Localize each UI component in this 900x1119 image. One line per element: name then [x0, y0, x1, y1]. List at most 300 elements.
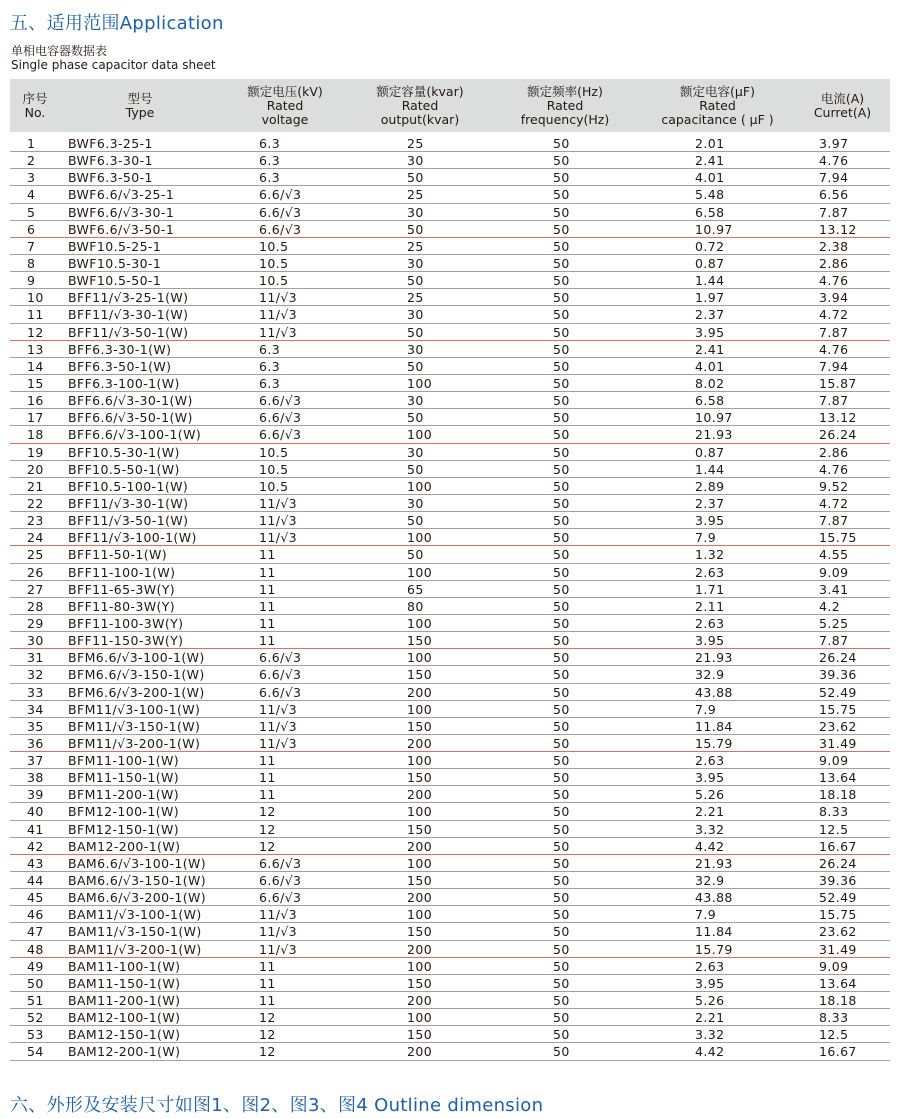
- cell-frequency: 50: [553, 444, 570, 460]
- cell-current: 9.09: [819, 564, 849, 580]
- cell-current: 2.86: [819, 444, 849, 460]
- cell-type: BAM11-200-1(W): [68, 993, 181, 1009]
- cell-type: BAM12-200-1(W): [68, 1044, 181, 1060]
- cell-output: 30: [407, 444, 424, 460]
- cell-type: BAM12-100-1(W): [68, 1010, 181, 1026]
- cell-frequency: 50: [553, 958, 570, 974]
- cell-output: 50: [407, 547, 424, 563]
- cell-frequency: 50: [553, 187, 570, 203]
- cell-capacitance: 7.9: [695, 907, 717, 923]
- cell-no: 37: [27, 753, 44, 769]
- cell-capacitance: 5.26: [695, 993, 725, 1009]
- cell-frequency: 50: [553, 701, 570, 717]
- cell-voltage: 6.6/√3: [259, 650, 302, 666]
- cell-frequency: 50: [553, 564, 570, 580]
- cell-output: 200: [407, 684, 433, 700]
- cell-frequency: 50: [553, 667, 570, 683]
- cell-type: BFM6.6/√3-150-1(W): [68, 667, 205, 683]
- column-header-en-2: capacitance ( μF ): [661, 111, 774, 127]
- cell-voltage: 6.6/√3: [259, 684, 302, 700]
- table-row: [10, 204, 890, 221]
- cell-capacitance: 2.63: [695, 958, 725, 974]
- cell-frequency: 50: [553, 735, 570, 751]
- cell-current: 26.24: [819, 427, 857, 443]
- cell-capacitance: 21.93: [695, 650, 733, 666]
- cell-no: 12: [27, 324, 44, 340]
- cell-output: 100: [407, 530, 433, 546]
- cell-output: 200: [407, 890, 433, 906]
- cell-capacitance: 3.32: [695, 821, 725, 837]
- column-header-en-2: frequency(Hz): [520, 111, 610, 127]
- cell-no: 45: [27, 890, 44, 906]
- column-header-en: Curret(A): [813, 104, 872, 120]
- table-row: [10, 666, 890, 683]
- cell-current: 4.76: [819, 153, 849, 169]
- cell-frequency: 50: [553, 410, 570, 426]
- cell-voltage: 11/√3: [259, 924, 298, 940]
- cell-capacitance: 4.01: [695, 170, 725, 186]
- cell-capacitance: 3.95: [695, 324, 725, 340]
- cell-frequency: 50: [553, 941, 570, 957]
- cell-no: 4: [27, 187, 36, 203]
- cell-voltage: 11: [259, 615, 276, 631]
- table-row: [10, 221, 890, 238]
- cell-output: 150: [407, 633, 433, 649]
- cell-no: 13: [27, 341, 44, 357]
- column-header-en: Rated: [266, 97, 304, 113]
- cell-output: 200: [407, 1044, 433, 1060]
- cell-capacitance: 21.93: [695, 855, 733, 871]
- cell-voltage: 12: [259, 804, 276, 820]
- cell-no: 10: [27, 290, 44, 306]
- cell-output: 150: [407, 821, 433, 837]
- cell-current: 7.94: [819, 358, 849, 374]
- cell-output: 80: [407, 598, 424, 614]
- cell-type: BWF6.6/√3-50-1: [68, 221, 175, 237]
- cell-type: BWF6.3-25-1: [68, 136, 153, 151]
- cell-type: BFM11-200-1(W): [68, 787, 180, 803]
- cell-current: 12.5: [819, 821, 849, 837]
- cell-capacitance: 0.87: [695, 444, 725, 460]
- column-header-type: [70, 79, 210, 132]
- cell-no: 19: [27, 444, 44, 460]
- cell-type: BAM12-150-1(W): [68, 1027, 181, 1043]
- cell-frequency: 50: [553, 633, 570, 649]
- cell-type: BFF11/√3-30-1(W): [68, 495, 189, 511]
- cell-current: 9.52: [819, 478, 849, 494]
- cell-current: 6.56: [819, 187, 849, 203]
- cell-capacitance: 10.97: [695, 410, 733, 426]
- cell-frequency: 50: [553, 684, 570, 700]
- cell-no: 31: [27, 650, 44, 666]
- cell-type: BFM6.6/√3-100-1(W): [68, 650, 205, 666]
- cell-voltage: 12: [259, 1044, 276, 1060]
- cell-capacitance: 1.44: [695, 461, 725, 477]
- cell-voltage: 11/√3: [259, 290, 298, 306]
- table-row: [10, 975, 890, 992]
- cell-current: 16.67: [819, 1044, 857, 1060]
- cell-type: BWF6.3-30-1: [68, 153, 153, 169]
- table-row: [10, 375, 890, 392]
- cell-voltage: 11/√3: [259, 495, 298, 511]
- cell-output: 30: [407, 393, 424, 409]
- table-row: [10, 152, 890, 169]
- cell-no: 15: [27, 375, 44, 391]
- cell-current: 4.76: [819, 341, 849, 357]
- cell-no: 50: [27, 975, 44, 991]
- cell-no: 52: [27, 1010, 44, 1026]
- cell-no: 35: [27, 718, 44, 734]
- cell-voltage: 11: [259, 993, 276, 1009]
- cell-no: 23: [27, 513, 44, 529]
- cell-output: 150: [407, 1027, 433, 1043]
- cell-frequency: 50: [553, 375, 570, 391]
- cell-voltage: 12: [259, 1010, 276, 1026]
- cell-output: 150: [407, 924, 433, 940]
- cell-type: BFF6.3-100-1(W): [68, 375, 180, 391]
- cell-output: 25: [407, 238, 424, 254]
- cell-type: BFM11/√3-100-1(W): [68, 701, 201, 717]
- table-row: [10, 735, 890, 752]
- cell-no: 48: [27, 941, 44, 957]
- cell-capacitance: 2.21: [695, 1010, 725, 1026]
- cell-no: 24: [27, 530, 44, 546]
- cell-type: BWF6.6/√3-30-1: [68, 204, 175, 220]
- cell-frequency: 50: [553, 221, 570, 237]
- cell-current: 52.49: [819, 890, 857, 906]
- cell-output: 100: [407, 615, 433, 631]
- table-row: [10, 701, 890, 718]
- cell-current: 31.49: [819, 735, 857, 751]
- cell-output: 100: [407, 478, 433, 494]
- table-row: [10, 632, 890, 649]
- cell-output: 50: [407, 273, 424, 289]
- cell-type: BFF11-65-3W(Y): [68, 581, 176, 597]
- cell-no: 54: [27, 1044, 44, 1060]
- cell-no: 16: [27, 393, 44, 409]
- table-header: [10, 79, 890, 132]
- cell-frequency: 50: [553, 478, 570, 494]
- cell-no: 21: [27, 478, 44, 494]
- cell-type: BFF11-50-1(W): [68, 547, 168, 563]
- cell-type: BFF6.6/√3-100-1(W): [68, 427, 202, 443]
- cell-output: 200: [407, 941, 433, 957]
- cell-type: BFF11-100-3W(Y): [68, 615, 184, 631]
- cell-output: 100: [407, 701, 433, 717]
- cell-no: 14: [27, 358, 44, 374]
- cell-no: 30: [27, 633, 44, 649]
- table-row: [10, 289, 890, 306]
- cell-no: 47: [27, 924, 44, 940]
- cell-capacitance: 5.26: [695, 787, 725, 803]
- cell-output: 100: [407, 804, 433, 820]
- cell-frequency: 50: [553, 238, 570, 254]
- cell-current: 13.64: [819, 975, 857, 991]
- cell-capacitance: 3.95: [695, 770, 725, 786]
- table-row: [10, 238, 890, 255]
- cell-output: 100: [407, 1010, 433, 1026]
- cell-capacitance: 8.02: [695, 375, 725, 391]
- cell-current: 13.12: [819, 221, 857, 237]
- table-row: [10, 958, 890, 975]
- cell-frequency: 50: [553, 547, 570, 563]
- cell-type: BFF6.3-30-1(W): [68, 341, 172, 357]
- cell-voltage: 12: [259, 838, 276, 854]
- cell-no: 38: [27, 770, 44, 786]
- cell-capacitance: 5.48: [695, 187, 725, 203]
- column-header-no: [10, 79, 60, 132]
- table-row: [10, 1026, 890, 1043]
- cell-frequency: 50: [553, 581, 570, 597]
- cell-current: 26.24: [819, 650, 857, 666]
- cell-capacitance: 6.58: [695, 204, 725, 220]
- cell-output: 25: [407, 187, 424, 203]
- cell-capacitance: 6.58: [695, 393, 725, 409]
- cell-voltage: 11: [259, 958, 276, 974]
- table-row: [10, 444, 890, 461]
- cell-no: 44: [27, 873, 44, 889]
- cell-type: BFM11/√3-150-1(W): [68, 718, 201, 734]
- cell-current: 16.67: [819, 838, 857, 854]
- cell-voltage: 11: [259, 787, 276, 803]
- table-row: [10, 941, 890, 958]
- cell-capacitance: 2.11: [695, 598, 725, 614]
- table-row: [10, 821, 890, 838]
- cell-output: 100: [407, 427, 433, 443]
- table-row: [10, 581, 890, 598]
- cell-frequency: 50: [553, 770, 570, 786]
- cell-no: 2: [27, 153, 36, 169]
- cell-output: 25: [407, 290, 424, 306]
- cell-output: 50: [407, 513, 424, 529]
- cell-frequency: 50: [553, 341, 570, 357]
- cell-output: 100: [407, 650, 433, 666]
- cell-no: 29: [27, 615, 44, 631]
- data-table-body: [10, 135, 890, 1061]
- cell-current: 7.94: [819, 170, 849, 186]
- cell-output: 150: [407, 873, 433, 889]
- cell-current: 4.72: [819, 495, 849, 511]
- cell-frequency: 50: [553, 393, 570, 409]
- cell-capacitance: 3.32: [695, 1027, 725, 1043]
- cell-frequency: 50: [553, 838, 570, 854]
- cell-frequency: 50: [553, 873, 570, 889]
- cell-type: BAM12-200-1(W): [68, 838, 181, 854]
- cell-no: 6: [27, 221, 36, 237]
- table-row: [10, 358, 890, 375]
- cell-output: 30: [407, 495, 424, 511]
- cell-capacitance: 2.41: [695, 341, 725, 357]
- cell-voltage: 11/√3: [259, 513, 298, 529]
- cell-capacitance: 2.37: [695, 495, 725, 511]
- column-header-cn: 额定频率(Hz): [527, 83, 603, 99]
- cell-output: 100: [407, 753, 433, 769]
- cell-capacitance: 2.63: [695, 615, 725, 631]
- cell-no: 17: [27, 410, 44, 426]
- cell-type: BFF11/√3-25-1(W): [68, 290, 189, 306]
- cell-frequency: 50: [553, 273, 570, 289]
- cell-capacitance: 7.9: [695, 701, 717, 717]
- table-row: [10, 1009, 890, 1026]
- cell-output: 100: [407, 907, 433, 923]
- cell-voltage: 11/√3: [259, 530, 298, 546]
- column-header-cn: 型号: [127, 90, 153, 106]
- cell-voltage: 11: [259, 975, 276, 991]
- cell-voltage: 6.3: [259, 170, 281, 186]
- cell-no: 25: [27, 547, 44, 563]
- cell-capacitance: 2.89: [695, 478, 725, 494]
- cell-voltage: 6.3: [259, 136, 281, 151]
- cell-capacitance: 11.84: [695, 718, 733, 734]
- cell-voltage: 11/√3: [259, 324, 298, 340]
- cell-capacitance: 32.9: [695, 873, 725, 889]
- cell-current: 9.09: [819, 753, 849, 769]
- cell-no: 46: [27, 907, 44, 923]
- cell-frequency: 50: [553, 993, 570, 1009]
- table-row: [10, 529, 890, 546]
- column-header-en: No.: [24, 104, 46, 120]
- cell-current: 3.97: [819, 136, 849, 151]
- cell-output: 50: [407, 461, 424, 477]
- cell-voltage: 11: [259, 770, 276, 786]
- cell-frequency: 50: [553, 650, 570, 666]
- cell-frequency: 50: [553, 615, 570, 631]
- cell-frequency: 50: [553, 804, 570, 820]
- cell-no: 9: [27, 273, 36, 289]
- table-row: [10, 769, 890, 786]
- cell-type: BAM11/√3-200-1(W): [68, 941, 202, 957]
- cell-current: 4.76: [819, 461, 849, 477]
- cell-current: 7.87: [819, 204, 849, 220]
- cell-frequency: 50: [553, 427, 570, 443]
- cell-current: 7.87: [819, 513, 849, 529]
- table-row: [10, 512, 890, 529]
- cell-type: BFM11-150-1(W): [68, 770, 180, 786]
- cell-frequency: 50: [553, 204, 570, 220]
- cell-no: 32: [27, 667, 44, 683]
- cell-output: 30: [407, 204, 424, 220]
- cell-output: 25: [407, 136, 424, 151]
- cell-no: 39: [27, 787, 44, 803]
- cell-output: 50: [407, 170, 424, 186]
- cell-capacitance: 10.97: [695, 221, 733, 237]
- cell-current: 15.75: [819, 701, 857, 717]
- cell-capacitance: 2.21: [695, 804, 725, 820]
- cell-output: 50: [407, 324, 424, 340]
- table-row: [10, 306, 890, 323]
- table-row: [10, 923, 890, 940]
- cell-frequency: 50: [553, 1044, 570, 1060]
- cell-current: 8.33: [819, 1010, 849, 1026]
- cell-capacitance: 15.79: [695, 735, 733, 751]
- cell-current: 13.64: [819, 770, 857, 786]
- table-row: [10, 598, 890, 615]
- cell-frequency: 50: [553, 924, 570, 940]
- cell-current: 12.5: [819, 1027, 849, 1043]
- table-row: [10, 649, 890, 666]
- cell-capacitance: 2.01: [695, 136, 725, 151]
- column-header-current: [800, 79, 885, 132]
- section-title-outline-dimension: 六、外形及安装尺寸如图1、图2、图3、图4 Outline dimension: [10, 1095, 544, 1116]
- cell-type: BFM12-100-1(W): [68, 804, 180, 820]
- table-row: [10, 495, 890, 512]
- cell-current: 3.41: [819, 581, 849, 597]
- cell-type: BFF10.5-100-1(W): [68, 478, 189, 494]
- cell-output: 100: [407, 855, 433, 871]
- cell-frequency: 50: [553, 890, 570, 906]
- cell-type: BFF6.3-50-1(W): [68, 358, 172, 374]
- cell-voltage: 6.6/√3: [259, 393, 302, 409]
- cell-output: 150: [407, 975, 433, 991]
- cell-output: 150: [407, 718, 433, 734]
- cell-current: 8.33: [819, 804, 849, 820]
- table-row: [10, 718, 890, 735]
- cell-frequency: 50: [553, 307, 570, 323]
- cell-current: 9.09: [819, 958, 849, 974]
- cell-current: 23.62: [819, 924, 857, 940]
- cell-voltage: 11: [259, 564, 276, 580]
- cell-frequency: 50: [553, 513, 570, 529]
- cell-voltage: 11/√3: [259, 735, 298, 751]
- cell-output: 30: [407, 153, 424, 169]
- cell-capacitance: 2.63: [695, 564, 725, 580]
- cell-no: 36: [27, 735, 44, 751]
- cell-voltage: 10.5: [259, 444, 289, 460]
- cell-frequency: 50: [553, 753, 570, 769]
- cell-no: 18: [27, 427, 44, 443]
- column-header-cn: 序号: [22, 90, 48, 106]
- table-row: [10, 392, 890, 409]
- cell-no: 51: [27, 993, 44, 1009]
- cell-voltage: 10.5: [259, 238, 289, 254]
- cell-type: BFF11/√3-30-1(W): [68, 307, 189, 323]
- cell-voltage: 6.3: [259, 375, 281, 391]
- cell-current: 18.18: [819, 787, 857, 803]
- table-row: [10, 838, 890, 855]
- table-row: [10, 169, 890, 186]
- cell-no: 40: [27, 804, 44, 820]
- cell-voltage: 6.6/√3: [259, 427, 302, 443]
- cell-voltage: 11: [259, 633, 276, 649]
- cell-output: 150: [407, 667, 433, 683]
- column-header-en-2: output(kvar): [380, 111, 460, 127]
- cell-current: 13.12: [819, 410, 857, 426]
- table-row: [10, 426, 890, 443]
- cell-frequency: 50: [553, 290, 570, 306]
- cell-type: BWF10.5-30-1: [68, 255, 162, 271]
- cell-type: BWF6.3-50-1: [68, 170, 153, 186]
- cell-frequency: 50: [553, 255, 570, 271]
- cell-voltage: 11/√3: [259, 941, 298, 957]
- cell-frequency: 50: [553, 821, 570, 837]
- cell-capacitance: 11.84: [695, 924, 733, 940]
- cell-no: 7: [27, 238, 36, 254]
- column-header-en: Rated: [546, 97, 584, 113]
- cell-current: 2.86: [819, 255, 849, 271]
- cell-no: 11: [27, 307, 44, 323]
- column-header-voltage: [225, 79, 345, 132]
- column-header-en-2: voltage: [261, 111, 309, 127]
- cell-current: 39.36: [819, 667, 857, 683]
- table-row: [10, 803, 890, 820]
- cell-output: 50: [407, 410, 424, 426]
- cell-output: 65: [407, 581, 424, 597]
- cell-frequency: 50: [553, 1010, 570, 1026]
- cell-voltage: 10.5: [259, 255, 289, 271]
- cell-type: BAM6.6/√3-100-1(W): [68, 855, 207, 871]
- cell-voltage: 11/√3: [259, 701, 298, 717]
- table-row: [10, 872, 890, 889]
